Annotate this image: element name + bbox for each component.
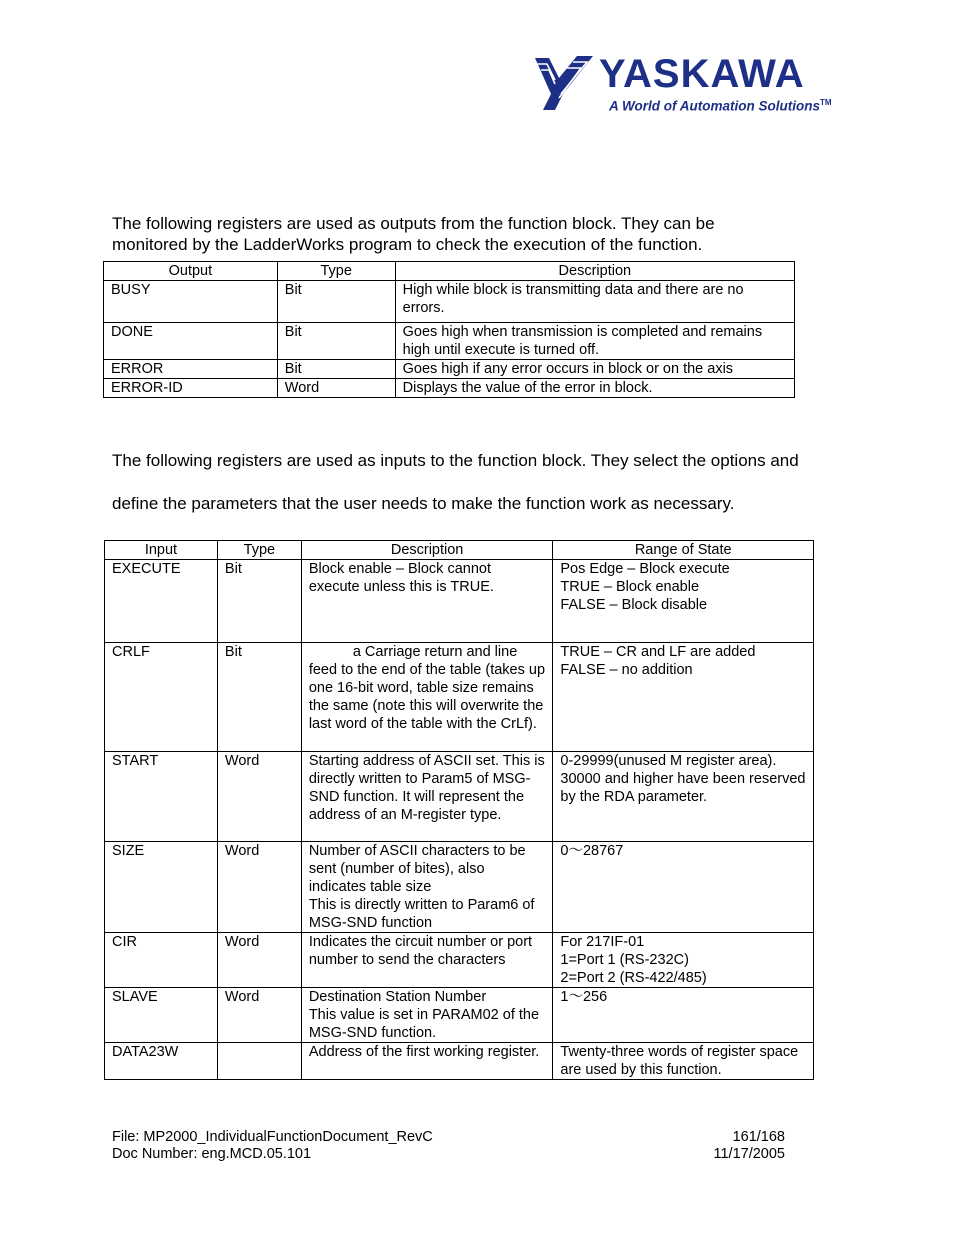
output-type: Bit [277, 360, 395, 379]
input-description: Destination Station Number This value is set in PARAM02 of the MSG-SND function. [301, 988, 553, 1043]
input-range: TRUE – CR and LF are added FALSE – no addition [553, 643, 814, 752]
table-row [104, 323, 795, 360]
output-name: BUSY [104, 281, 278, 323]
outputs-header-type: Type [277, 262, 395, 281]
inputs-header-row [105, 541, 814, 560]
output-type: Word [277, 379, 395, 398]
output-name: ERROR [104, 360, 278, 379]
input-name: CRLF [105, 643, 218, 752]
table-row [105, 988, 814, 1043]
input-range: 0-29999(unused M register area). 30000 and higher have been reserved by the RDA parameter. [553, 752, 814, 842]
outputs-header-output: Output [104, 262, 278, 281]
footer-file: File: MP2000_IndividualFunctionDocument_RevC [112, 1129, 433, 1145]
inputs-header-description: Description [301, 541, 553, 560]
input-description: Block enable – Block cannot execute unless this is TRUE. [301, 560, 553, 643]
input-type: Word [217, 933, 301, 988]
table-row [105, 752, 814, 842]
footer-date: 11/17/2005 [713, 1146, 785, 1162]
inputs-intro-line1: The following registers are used as inputs to the function block. They select the options and [112, 451, 799, 470]
yaskawa-logo [533, 52, 832, 120]
input-range: Twenty-three words of register space are used by this function. [553, 1043, 814, 1080]
output-description: High while block is transmitting data and there are no errors. [395, 281, 794, 323]
output-name: ERROR-ID [104, 379, 278, 398]
input-name: DATA23W [105, 1043, 218, 1080]
table-row [104, 281, 795, 323]
input-description: Address of the first working register. [301, 1043, 553, 1080]
inputs-header-range: Range of State [553, 541, 814, 560]
table-row [105, 643, 814, 752]
outputs-header-description: Description [395, 262, 794, 281]
input-description: a Carriage return and line feed to the end of the table (takes up one 16-bit word, table size remains the same (note this will overwrite the last word of the table with the CrLf). [301, 643, 553, 752]
footer-left [112, 1129, 433, 1163]
input-name: START [105, 752, 218, 842]
outputs-intro: The following registers are used as outputs from the function block. They can be monitored by the LadderWorks program to check the execution of the function. [112, 214, 715, 254]
input-range: 0～28767 [553, 842, 814, 933]
input-name: SLAVE [105, 988, 218, 1043]
inputs-intro-line2: define the parameters that the user needs to make the function work as necessary. [112, 494, 735, 513]
outputs-table [103, 261, 795, 398]
output-description: Goes high if any error occurs in block or on the axis [395, 360, 794, 379]
footer-page-number: 161/168 [732, 1129, 785, 1145]
input-type: Word [217, 988, 301, 1043]
output-type: Bit [277, 323, 395, 360]
logo-tagline-text: A World of Automation Solutions [609, 98, 820, 114]
logo-trademark: TM [819, 98, 832, 107]
input-type: Bit [217, 643, 301, 752]
table-row [105, 560, 814, 643]
input-range: Pos Edge – Block execute TRUE – Block enable FALSE – Block disable [553, 560, 814, 643]
output-name: DONE [104, 323, 278, 360]
table-row [104, 379, 795, 398]
input-range: For 217IF-01 1=Port 1 (RS-232C) 2=Port 2 (RS-422/485) [553, 933, 814, 988]
inputs-header-type: Type [217, 541, 301, 560]
output-description: Goes high when transmission is completed and remains high until execute is turned off. [395, 323, 794, 360]
input-name: EXECUTE [105, 560, 218, 643]
output-type: Bit [277, 281, 395, 323]
table-row [105, 1043, 814, 1080]
table-row [105, 842, 814, 933]
input-type: Word [217, 752, 301, 842]
table-row [105, 933, 814, 988]
input-description: Number of ASCII characters to be sent (number of bites), also indicates table size This is directly written to Param6 of MSG-SND function [301, 842, 553, 933]
input-range: 1～256 [553, 988, 814, 1043]
inputs-header-input: Input [105, 541, 218, 560]
input-type: Bit [217, 560, 301, 643]
output-description: Displays the value of the error in block. [395, 379, 794, 398]
logo-wordmark: YASKAWA [599, 52, 805, 96]
input-description: Indicates the circuit number or port number to send the characters [301, 933, 553, 988]
input-name: SIZE [105, 842, 218, 933]
table-row [104, 360, 795, 379]
outputs-header-row [104, 262, 795, 281]
footer-right [714, 1129, 786, 1163]
footer-doc-number: Doc Number: eng.MCD.05.101 [112, 1146, 312, 1162]
input-name: CIR [105, 933, 218, 988]
inputs-table [104, 540, 814, 1080]
yaskawa-swoosh-icon [533, 54, 595, 112]
logo-tagline [609, 98, 832, 114]
input-type [217, 1043, 301, 1080]
input-description: Starting address of ASCII set. This is directly written to Param5 of MSG-SND function. It will represent the address of an M-register type. [301, 752, 553, 842]
input-type: Word [217, 842, 301, 933]
